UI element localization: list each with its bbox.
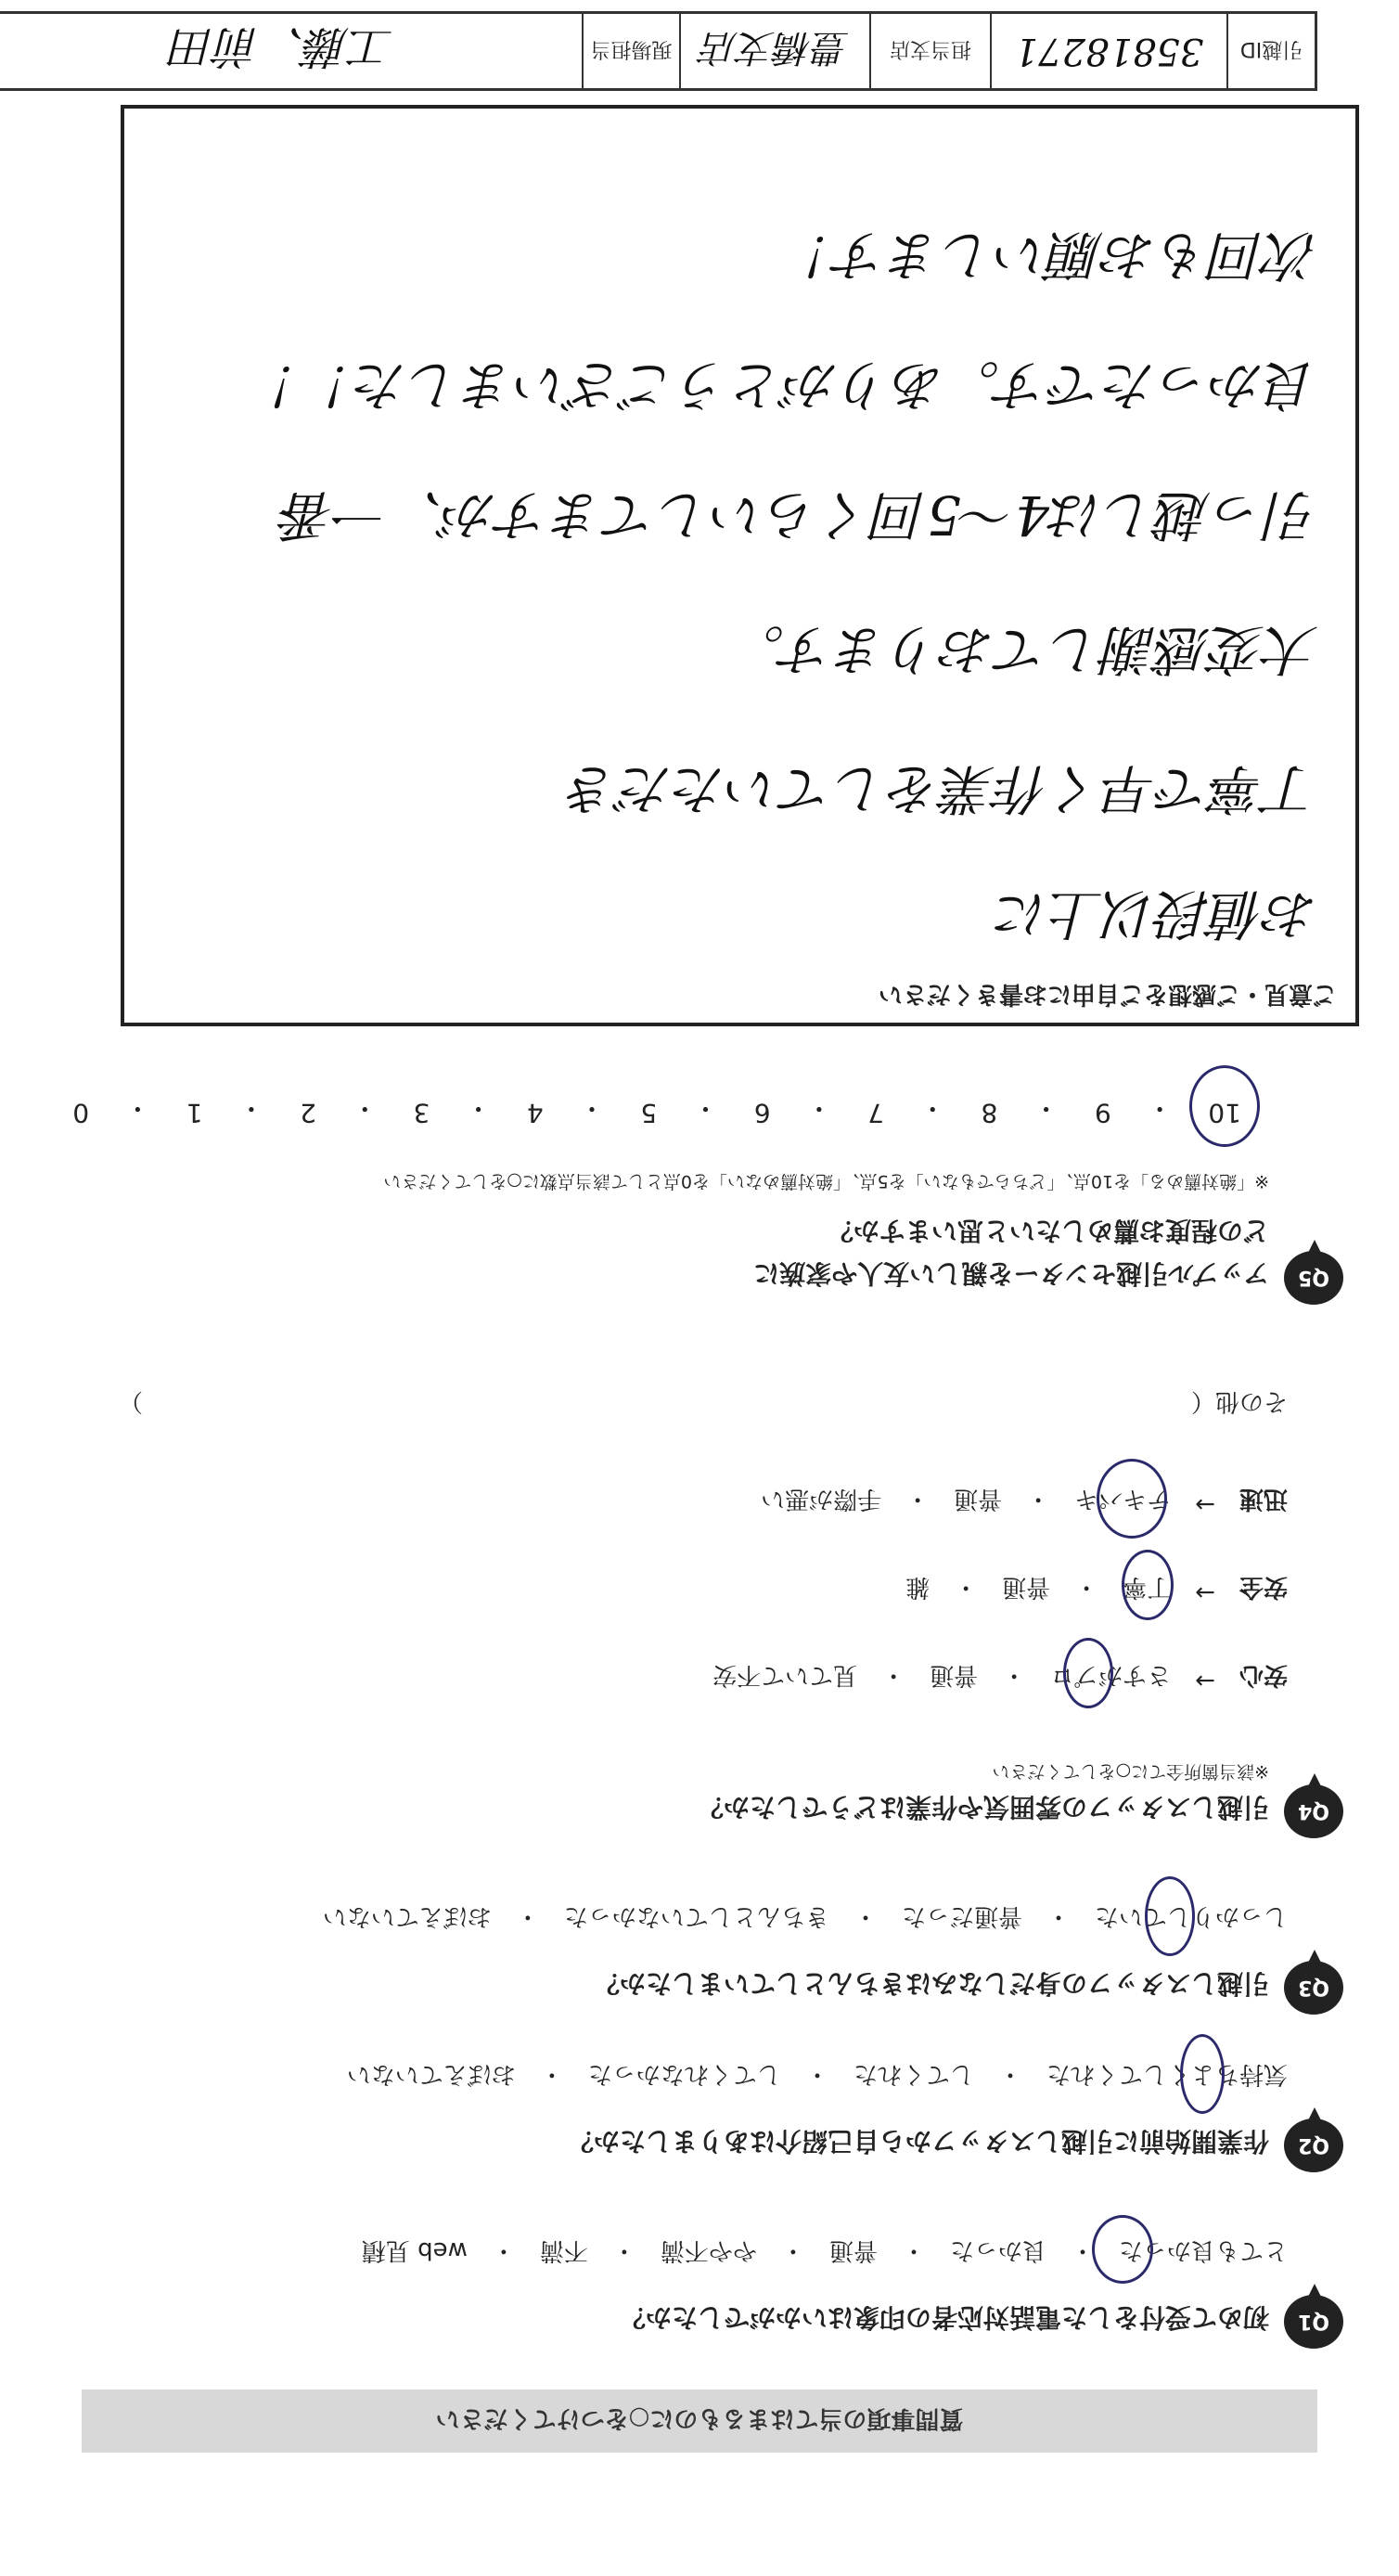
q5-selected-circle <box>1189 1065 1260 1147</box>
q4-jinsoku-option-2[interactable]: 普通 <box>954 1485 1003 1513</box>
q5-score-8[interactable]: 8 <box>981 1098 998 1128</box>
q1-options: とても良かった ・ 良かった ・ 普通 ・ やや不満 ・ 不満 ・ web 見積 <box>362 2235 1288 2270</box>
q2-option-1[interactable]: 気持ちよくしてくれた <box>1046 2060 1288 2088</box>
q5-score-6[interactable]: 6 <box>753 1098 771 1128</box>
q4-row-label: 安心 <box>1239 1661 1288 1689</box>
q1-option-2[interactable]: 良かった <box>949 2236 1046 2264</box>
header-table <box>0 11 1317 91</box>
q4-text: 引越しスタッフの雰囲気や作業はどうでしたか？ <box>697 1792 1269 1823</box>
q1-text: 初めて受付をした電話対応者の印象はいかがでしたか？ <box>619 2302 1269 2333</box>
q4-note: ※該当箇所全てに○をしてください <box>992 1761 1269 1782</box>
q4-anshin-option-2[interactable]: 普通 <box>930 1661 979 1689</box>
q4-other-row: その他（ ） <box>119 1386 1288 1421</box>
q4-jinsoku-circle <box>1097 1459 1167 1539</box>
q3-options: しっかりしていた ・ 普通だった ・ きちんとしていなかった ・ おぼえていない <box>323 1901 1288 1936</box>
instruction-text: 質問事項の当てはまるものに○をつけてください <box>435 2404 964 2433</box>
q4-anzen-circle <box>1122 1550 1174 1620</box>
instruction-bar <box>82 2389 1317 2453</box>
comment-title: ご意見・ご感想をご自由にお書きください <box>878 980 1337 1008</box>
comment-line-1: お値段以上に <box>995 882 1318 946</box>
q2-badge: Q2 <box>1284 2119 1343 2172</box>
q4-anshin-option-3[interactable]: 見ていて不安 <box>712 1661 858 1689</box>
q5-score-5[interactable]: 5 <box>640 1098 658 1128</box>
q5-score-4[interactable]: 4 <box>526 1098 544 1128</box>
q4-anshin-option-1[interactable]: さすがプロ <box>1050 1661 1172 1689</box>
q5-score-3[interactable]: 3 <box>413 1098 430 1128</box>
q3-badge: Q3 <box>1284 1961 1343 2015</box>
q3-option-1[interactable]: しっかりしていた <box>1094 1902 1288 1930</box>
q1-answer-circle <box>1092 2215 1153 2284</box>
q5-note: ※「絶対薦める」を10点、「どちらでもない」を5点、「絶対薦めない」を0点として該当点数に○をしてください <box>383 1171 1269 1191</box>
q2-options: 気持ちよくしてくれた ・ してくれた ・ してくれなかった ・ おぼえていない <box>347 2059 1288 2093</box>
q2-option-2[interactable]: してくれた <box>853 2060 974 2088</box>
q4-row-label: 安全 <box>1239 1573 1288 1601</box>
q2-text: 作業開始前に引越しスタッフから自己紹介はありましたか？ <box>567 2126 1269 2157</box>
q4-row-anzen: 安全 → 丁寧 ・ 普通 ・ 雑 <box>905 1573 1288 1606</box>
q5-score-2[interactable]: 2 <box>300 1098 316 1128</box>
q4-anzen-option-2[interactable]: 普通 <box>1002 1573 1051 1601</box>
q1-option-6[interactable]: web 見積 <box>361 2236 468 2264</box>
q1-option-3[interactable]: 普通 <box>828 2236 878 2264</box>
q4-anshin-circle <box>1063 1638 1113 1708</box>
q5-score-9[interactable]: 9 <box>1094 1098 1111 1128</box>
q5-text-line-2: どの程度お薦めしたいと思いますか？ <box>827 1216 1269 1246</box>
q5-text-line-1: アップル引越センターを親しい友人や家族に <box>753 1258 1269 1289</box>
staff-label: 現場担当 <box>582 14 679 88</box>
q5-scale: 10 ・ 9 ・ 8 ・ 7 ・ 6 ・ 5 ・ 4 ・ 3 ・ 2 ・ 1 ・ 0 <box>72 1093 1241 1128</box>
q4-badge: Q4 <box>1284 1784 1343 1838</box>
id-value: 35818271 <box>990 14 1226 88</box>
q1-option-5[interactable]: 不満 <box>539 2236 588 2264</box>
q4-anzen-option-3[interactable]: 雑 <box>905 1573 931 1601</box>
id-label: 引越ID <box>1226 14 1315 88</box>
q3-answer-circle <box>1145 1876 1195 1956</box>
staff-value: 工藤、前田 <box>171 20 394 73</box>
q3-option-3[interactable]: きちんとしていなかった <box>563 1902 829 1930</box>
q4-row-label: 迅速 <box>1239 1485 1288 1513</box>
q4-row-jinsoku: 迅速 → テキパキ ・ 普通 ・ 手際が悪い <box>761 1485 1288 1518</box>
q1-badge: Q1 <box>1284 2295 1343 2349</box>
comment-line-6: 次回もお願いします！ <box>779 224 1318 287</box>
q2-option-4[interactable]: おぼえていない <box>346 2060 516 2088</box>
q5-score-0[interactable]: 0 <box>72 1098 90 1128</box>
q3-text: 引越しスタッフの身だしなみはきちんとしていましたか？ <box>593 1968 1269 1999</box>
q5-score-7[interactable]: 7 <box>867 1098 884 1128</box>
q5-score-10[interactable]: 10 <box>1208 1098 1241 1128</box>
q3-option-2[interactable]: 普通だった <box>901 1902 1022 1930</box>
q1-option-1[interactable]: とても良かった <box>1118 2236 1288 2264</box>
comment-box[interactable] <box>121 105 1359 1026</box>
q4-other-label[interactable]: その他（ <box>1190 1387 1288 1415</box>
comment-line-4: 引っ越しは4～5回くらいしてますが、一番 <box>281 483 1318 547</box>
q1-option-4[interactable]: やや不満 <box>660 2236 757 2264</box>
q5-score-1[interactable]: 1 <box>186 1098 203 1128</box>
comment-line-5: 良かったです。ありがとうございました！！ <box>246 354 1318 417</box>
q4-jinsoku-option-1[interactable]: テキパキ <box>1074 1485 1172 1513</box>
q5-badge: Q5 <box>1284 1251 1343 1305</box>
q2-option-3[interactable]: してくれなかった <box>587 2060 781 2088</box>
comment-line-3: 大変感謝しております。 <box>730 618 1318 681</box>
q4-anzen-option-1[interactable]: 丁寧 <box>1123 1573 1172 1601</box>
branch-label: 担当支店 <box>869 14 990 88</box>
q3-option-4[interactable]: おぼえていない <box>322 1902 492 1930</box>
q4-row-anshin: 安心 → さすがプロ ・ 普通 ・ 見ていて不安 <box>712 1661 1288 1694</box>
q2-answer-circle <box>1180 2034 1225 2114</box>
branch-value: 豊橋支店 <box>679 14 869 88</box>
comment-line-2: 丁寧で早く作業をしていただき <box>564 757 1318 820</box>
q4-jinsoku-option-3[interactable]: 手際が悪い <box>761 1485 882 1513</box>
